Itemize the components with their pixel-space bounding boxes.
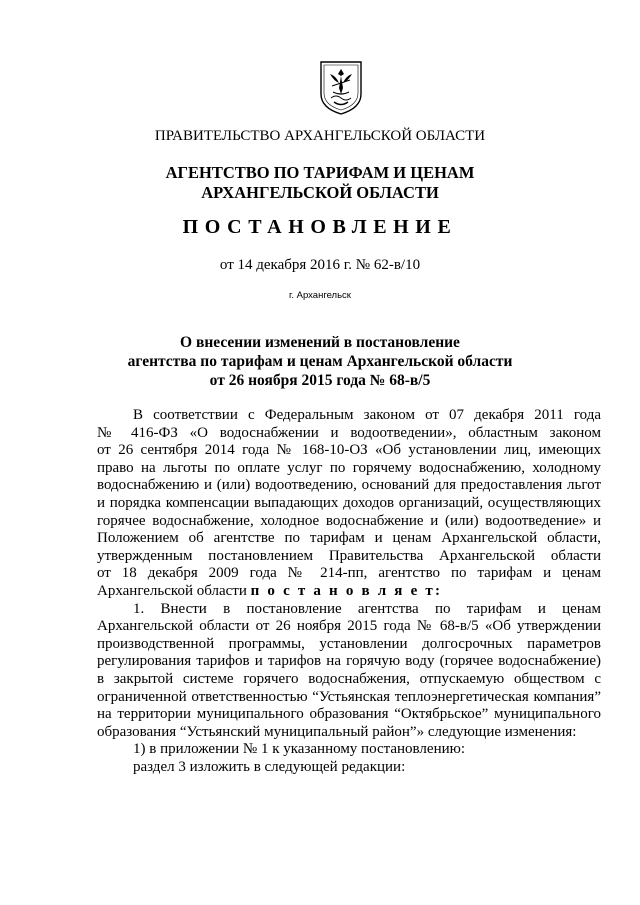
body-line: в закрытой системе горячего водоснабжения, отпускаемую обществом с (97, 670, 601, 687)
body-line: ограниченной ответственностью “Устьянская теплоэнергетическая компания” (97, 688, 601, 705)
body-line: водоснабжению и (или) водоотведению, оснований для предоставления льгот (97, 477, 601, 494)
government-name: ПРАВИТЕЛЬСТВО АРХАНГЕЛЬСКОЙ ОБЛАСТИ (154, 128, 486, 144)
body-line: В соответствии с Федеральным законом от 07 декабря 2011 года (133, 407, 601, 423)
body-line: образования “Устьянский муниципальный район”» следующие изменения: (97, 723, 577, 740)
body-paragraph-1 (97, 407, 601, 601)
agency-name-line: АГЕНТСТВО ПО ТАРИФАМ И ЦЕНАМ (165, 163, 475, 182)
body-line: регулирования тарифов и тарифов на горячую воду (горячее водоснабжение) (97, 653, 601, 670)
body-line: и порядка компенсации выпадающих доходов организаций, осуществляющих (97, 494, 601, 511)
body-line: от 26 сентября 2014 года № 168-10-ОЗ «Об установлении лиц, имеющих (97, 442, 601, 459)
document-city: г. Архангельск (289, 290, 351, 301)
body-line: Архангельской области от 26 ноября 2015 года № 68-в/5 «Об утверждении (97, 618, 601, 635)
body-paragraph-3: 1) в приложении № 1 к указанному постановлению: (133, 741, 465, 758)
body-line: право на льготы по оплате услуг по горячему водоснабжению, холодному (97, 459, 601, 476)
agency-name (0, 163, 640, 203)
document-body (97, 407, 601, 776)
subject-line: О внесении изменений в постановление (180, 334, 460, 351)
coat-of-arms-emblem (318, 60, 364, 116)
body-paragraph-2 (97, 601, 601, 742)
body-line: 1. Внести в постановление агентства по тарифам и ценам (133, 600, 601, 617)
subject-line: агентства по тарифам и ценам Архангельской области (127, 353, 513, 370)
body-line (97, 583, 601, 601)
decree-keyword: п о с т а н о в л я е т: (250, 582, 443, 599)
document-date-number: от 14 декабря 2016 г. № 62-в/10 (219, 257, 421, 273)
document-subject (0, 333, 640, 390)
body-line: горячее водоснабжение, холодное водоснабжение и (или) водоотведение» и (97, 512, 601, 529)
body-line: от 18 декабря 2009 года № 214-пп, агентство по тарифам и ценам (97, 565, 601, 582)
body-line: Положением об агентстве по тарифам и ценам Архангельской области, (97, 530, 601, 547)
body-line: утвержденным постановлением Правительства Архангельской области (97, 547, 601, 564)
agency-name-line: АРХАНГЕЛЬСКОЙ ОБЛАСТИ (201, 183, 439, 202)
document-type: ПОСТАНОВЛЕНИЕ (182, 216, 458, 238)
body-line: на территории муниципального образования “Октябрьское” муниципального (97, 706, 601, 723)
subject-line: от 26 ноября 2015 года № 68-в/5 (209, 372, 431, 389)
body-text: Архангельской области (97, 582, 251, 599)
body-paragraph-4: раздел 3 изложить в следующей редакции: (133, 758, 406, 775)
body-line: № 416-ФЗ «О водоснабжении и водоотведении», областным законом (97, 424, 601, 441)
body-line: производственной программы, установлении долгосрочных параметров (97, 635, 601, 652)
